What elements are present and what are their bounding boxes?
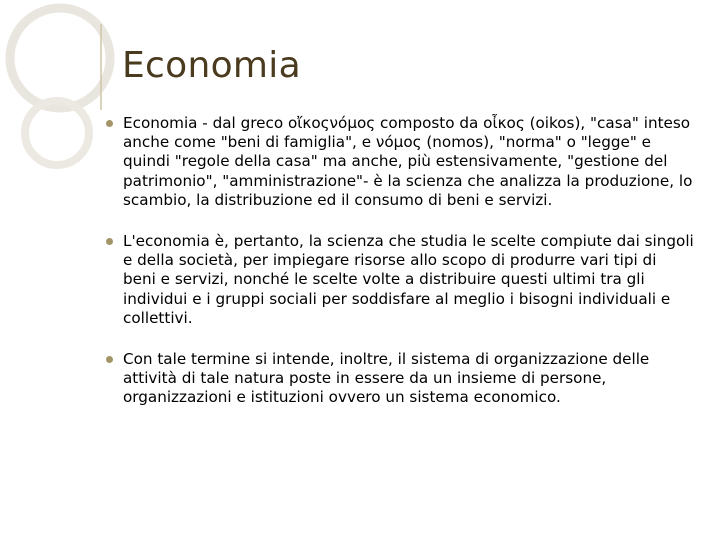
decor-ring-small	[25, 101, 89, 165]
bullet-text: L'economia è, pertanto, la scienza che studia le scelte compiute dai singoli e della società, per impiegare risorse allo scopo di produrre vari tipi di beni e servizi, nonché le scelte volte a distribuire questi ultimi tra gli individui e i gruppi sociali per soddisfare al meglio i bisogni individuali e collettivi.	[123, 232, 694, 327]
bullet-list	[104, 114, 694, 408]
list-item	[104, 232, 694, 328]
bullet-text: Con tale termine si intende, inoltre, il sistema di organizzazione delle attività di tale natura poste in essere da un insieme di persone, organizzazioni e istituzioni ovvero un sistema economico.	[123, 350, 650, 407]
decor-ring-large	[10, 8, 110, 108]
list-item	[104, 114, 694, 210]
page-title: Economia	[122, 45, 301, 86]
list-item	[104, 350, 694, 408]
bullet-icon	[106, 356, 113, 363]
bullet-icon	[106, 120, 113, 127]
bullet-text: Economia - dal greco οἴκοςνόμος composto da οἶκος (oikos), "casa" inteso anche come "beni di famiglia", e νόμος (nomos), "norma" o "legge" e quindi "regole della casa" ma anche, più estensivamente, "gestione del patrimonio", "amministrazione"- è la scienza che analizza la produzione, lo scambio, la distribuzione ed il consumo di beni e servizi.	[123, 114, 693, 209]
bullet-icon	[106, 238, 113, 245]
